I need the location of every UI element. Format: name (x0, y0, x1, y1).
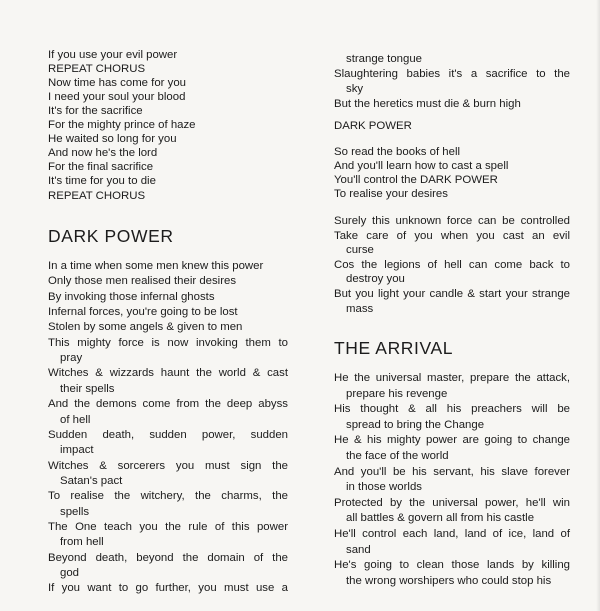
lyric-line: Take care of you when you cast an evil (334, 229, 570, 242)
lyric-line: It's time for you to die (48, 175, 156, 188)
lyric-line: Protected by the universal power, he'll win (334, 496, 570, 509)
lyric-line: REPEAT CHORUS (48, 63, 146, 76)
lyric-line: REPEAT CHORUS (48, 189, 146, 202)
lyric-line: Surely this unknown force can be controlled (334, 215, 570, 227)
lyric-line: And the demons come from the deep abyss (48, 398, 288, 411)
lyric-line: from hell (60, 536, 104, 549)
lyric-line: god (60, 567, 80, 579)
lyric-line: of hell (60, 413, 91, 426)
lyric-line: curse (346, 244, 374, 257)
lyric-line: To realise your desires (334, 188, 448, 200)
lyric-line: Beyond death, beyond the domain of the (48, 551, 288, 564)
lyric-line: By invoking those infernal ghosts (48, 290, 215, 303)
lyric-line: But you light your candle & start your strange (334, 288, 570, 300)
heading-the-arrival: THE ARRIVAL (334, 338, 454, 358)
lyric-line: Witches & wizzards haunt the world & cast (48, 367, 288, 380)
lyric-line: Cos the legions of hell can come back to (334, 258, 570, 271)
lyric-line: mass (346, 302, 374, 315)
lyric-line: But the heretics must die & burn high (334, 98, 521, 110)
lyric-line: Infernal forces, you're going to be lost (48, 306, 238, 319)
lyric-line: For the final sacrifice (48, 161, 154, 174)
lyric-line: He & his mighty power are going to change (334, 434, 570, 447)
lyric-line: sand (346, 543, 371, 556)
lyric-line: Slaughtering babies it's a sacrifice to the (334, 68, 570, 80)
lyric-line: destroy you (346, 273, 405, 286)
lyric-line: Now time has come for you (48, 77, 187, 90)
lyric-line: their spells (60, 382, 115, 395)
lyric-line: Sudden death, sudden power, sudden (48, 428, 288, 441)
lyric-line: And now he's the lord (48, 147, 158, 160)
lyric-line: And you'll learn how to cast a spell (334, 160, 509, 172)
lyric-line: If you want to go further, you must use a (48, 582, 288, 595)
lyric-line: This mighty force is now invoking them to (48, 336, 288, 349)
lyric-line: Satan's pact (60, 474, 123, 487)
lyric-line: It's for the sacrifice (48, 105, 143, 118)
lyric-line: He the universal master, prepare the attack, (334, 372, 570, 384)
lyric-line: I need your soul your blood (48, 91, 186, 104)
heading-dark-power: DARK POWER (48, 226, 174, 246)
lyric-line: Witches & sorcerers you must sign the (48, 459, 288, 472)
lyric-line: So read the books of hell (334, 146, 461, 158)
lyric-line: spells (60, 505, 90, 518)
page-edge-shadow (596, 0, 600, 611)
lyric-line: all battles & govern all from his castle (346, 512, 535, 525)
lyric-line: You'll control the DARK POWER (334, 174, 498, 186)
lyric-line: spread to bring the Change (346, 418, 485, 431)
lyric-line: For the mighty prince of haze (48, 119, 196, 132)
lyric-line: sky (346, 83, 364, 95)
lyric-line: prepare his revenge (346, 387, 448, 400)
lyric-line: If you use your evil power (48, 49, 178, 61)
lyric-line: He'll control each land, land of ice, land of (334, 528, 570, 540)
dark-power-chorus-label: DARK POWER (334, 120, 412, 132)
lyric-line: In a time when some men knew this power (48, 260, 264, 272)
lyric-line: He waited so long for you (48, 133, 177, 146)
lyric-line: the wrong worshipers who could stop his (346, 574, 552, 587)
lyric-line: His thought & all his preachers will be (334, 403, 570, 416)
lyric-line: pray (60, 352, 83, 365)
lyric-line: Stolen by some angels & given to men (48, 321, 243, 334)
lyric-line: in those worlds (346, 481, 422, 494)
lyric-line: impact (60, 444, 94, 457)
lyric-line: strange tongue (346, 53, 422, 65)
lyric-line: the face of the world (346, 450, 449, 462)
lyric-line: And you'll be his servant, his slave forever (334, 465, 570, 478)
lyric-line: To realise the witchery, the charms, the (48, 490, 288, 503)
lyric-line: He's going to clean those lands by killing (334, 559, 570, 572)
lyric-line: Only those men realised their desires (48, 275, 237, 288)
lyric-line: The One teach you the rule of this power (48, 520, 288, 533)
